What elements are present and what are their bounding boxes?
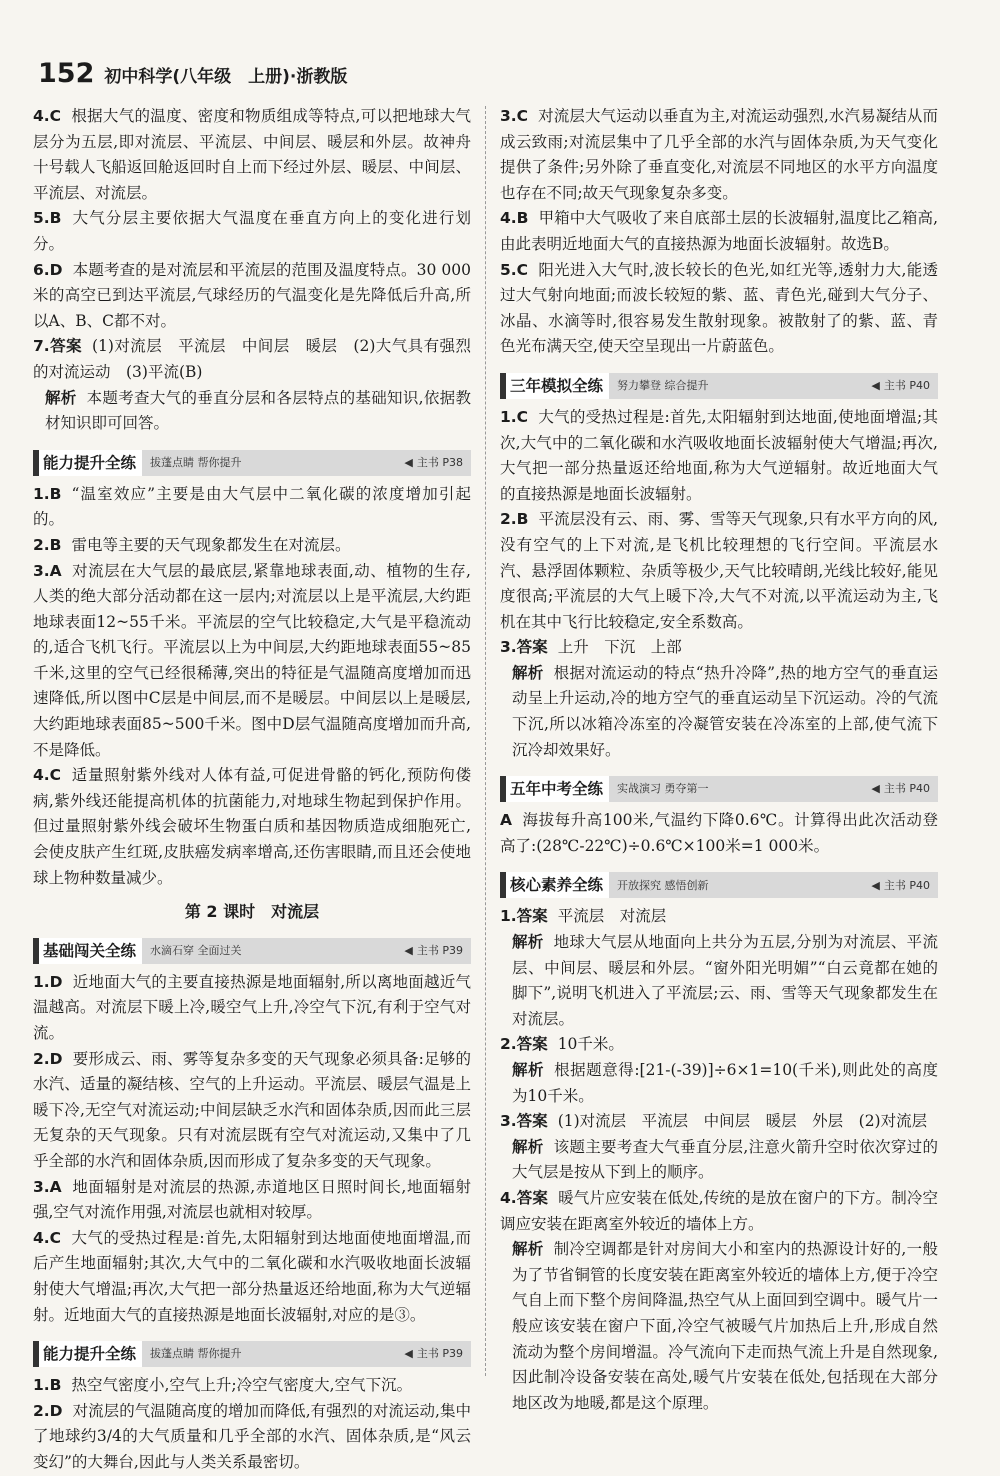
answer-number: 6.D	[33, 260, 63, 279]
answer-item	[33, 1175, 471, 1226]
pointer-icon: ◀	[871, 878, 880, 892]
pointer-icon: ◀	[404, 455, 413, 469]
answer-item	[33, 1047, 471, 1175]
answer-number: 4.答案	[500, 1188, 549, 1207]
section-bar-ability-2	[33, 1341, 471, 1367]
answer-text: 地球大气层从地面向上共分为五层,分别为对流层、平流层、中间层、暖层和外层。“窗外阳光明媚”“白云竟都在她的脚下”,说明飞机进入了平流层;云、雨、雪等天气现象都发生在对流层。	[512, 933, 938, 1028]
answer-item	[33, 1226, 471, 1328]
answer-item	[33, 482, 471, 533]
section-subtitle: 拔蓬点睛 帮你提升	[150, 1347, 242, 1361]
answer-number: 解析	[512, 663, 544, 682]
section-bar-core	[500, 872, 938, 898]
answer-text: 海拔每升高100米,气温约下降0.6℃。计算得出此次活动登高了:(28℃-22℃)÷0.6℃×100米=1 000米。	[500, 811, 938, 855]
answer-item	[33, 258, 471, 335]
answer-item	[500, 1058, 938, 1109]
answer-text: “温室效应”主要是由大气层中二氧化碳的浓度增加引起的。	[33, 484, 471, 529]
answer-number: 1.B	[33, 484, 62, 503]
pointer-icon: ◀	[871, 782, 880, 796]
answer-item	[33, 970, 471, 1047]
book-title: 初中科学(八年级 上册)·浙教版	[104, 67, 348, 87]
answer-number: 解析	[512, 1137, 544, 1156]
section-bar-basic	[33, 938, 471, 964]
answer-text: 10千米。	[557, 1035, 624, 1054]
section4-items	[500, 405, 938, 763]
answer-number: 3.答案	[500, 638, 548, 657]
answer-number: 3.答案	[500, 1112, 548, 1131]
answer-number: 2.D	[33, 1401, 63, 1420]
answer-number: 4.B	[500, 209, 529, 228]
answer-number: 2.D	[33, 1049, 63, 1068]
answer-item	[33, 533, 471, 559]
column-divider	[485, 106, 486, 1376]
answer-text: 热空气密度小,空气上升;冷空气密度大,空气下沉。	[71, 1376, 413, 1395]
answer-number: 3.A	[33, 1177, 62, 1196]
answer-item	[500, 1109, 938, 1135]
section3-items	[33, 1373, 471, 1475]
answer-item	[33, 104, 471, 206]
answer-text: 适量照射紫外线对人体有益,可促进骨骼的钙化,预防佝偻病,紫外线还能提高机体的抗菌能力,对地球生物起到保护作用。但过量照射紫外线会破坏生物蛋白质和基因物质造成细胞死亡,会使皮肤产生红斑,皮肤癌发病率增高,还伤害眼睛,而且还会使地球上物种数量减少。	[33, 766, 471, 887]
section6-items	[500, 904, 938, 1416]
section2-items	[33, 970, 471, 1328]
answer-text: 本题考查大气的垂直分层和各层特点的基础知识,依据教材知识即可回答。	[45, 388, 471, 433]
answer-text: 暖气片应安装在低处,传统的是放在窗户的下方。制冷空调应安装在距离室外较近的墙体上方。	[500, 1188, 938, 1233]
right-top-items	[500, 104, 938, 360]
pointer-icon: ◀	[404, 1347, 413, 1361]
answer-text: 近地面大气的主要直接热源是地面辐射,所以离地面越近气温越高。对流层下暖上冷,暖空气上升,冷空气下沉,有利于空气对流。	[33, 972, 471, 1042]
answer-text: 甲箱中大气吸收了来自底部土层的长波辐射,温度比乙箱高,由此表明近地面大气的直接热源为地面长波辐射。故选B。	[500, 209, 938, 253]
answer-number: 1.C	[500, 407, 529, 426]
answer-item	[500, 206, 938, 257]
answer-number: 4.C	[33, 107, 62, 125]
answer-text: 大气的受热过程是:首先,太阳辐射到达地面使地面增温,而后产生地面辐射;其次,大气中的二氧化碳和水汽吸收地面长波辐射使大气增温;再次,大气把一部分热量返还给地面,称为大气逆辐射。近地面大气的直接热源是地面长波辐射,对应的是③。	[33, 1228, 471, 1324]
section-ref: ◀ 主书 P38	[404, 455, 463, 469]
answer-item	[500, 405, 938, 507]
answer-item	[500, 635, 938, 661]
page-header	[38, 58, 347, 98]
answer-number: 2.B	[33, 535, 62, 554]
answer-text: 对流层在大气层的最底层,紧靠地球表面,动、植物的生存,人类的绝大部分活动都在这一层内;对流层以上是平流层,大约距地球表面12~55千米。平流层的空气比较稳定,大气是平稳流动的,适合飞机飞行。平流层以上为中间层,大约距地球表面55~85千米,这里的空气已经很稀薄,突出的特征是气温随高度增加而迅速降低,所以图中C层是中间层,而不是暖层。中间层以上是暖层,大约距地球表面85~500千米。图中D层气温随高度增加而升高,不是降低。	[33, 561, 471, 759]
section5-items	[500, 808, 938, 859]
answer-text: 本题考查的是对流层和平流层的范围及温度特点。30 000米的高空已到达平流层,气球经历的气温变化是先降低后升高,所以A、B、C都不对。	[33, 260, 471, 330]
answer-text: 制冷空调都是针对房间大小和室内的热源设计好的,一般为了节省铜管的长度安装在距离室外较近的墙体上方,便于冷空气自上而下整个房间降温,热空气从上面回到空调中。暖气片一般应该安装在窗户下面,冷空气被暖气片加热后上升,形成自然流动为整个房间增温。冷气流向下走而热气流上升是自然现象,因此制冷设备安装在高处,暖气片安装在低处,包括现在大部分地区改为地暖,都是这个原理。	[512, 1240, 938, 1412]
section-ref: ◀ 主书 P39	[404, 944, 463, 958]
section1-items	[33, 482, 471, 892]
answer-item	[500, 258, 938, 360]
answer-text: 大气的受热过程是:首先,太阳辐射到达地面,使地面增温;其次,大气中的二氧化碳和水汽吸收地面长波辐射使大气增温;再次,大气把一部分热量返还给地面,称为大气逆辐射。故近地面大气的直接热源是地面长波辐射。	[500, 407, 938, 503]
section-ref: ◀ 主书 P39	[404, 1347, 463, 1361]
section-title: 能力提升全练	[33, 450, 142, 476]
answer-text: 平流层没有云、雨、雾、雪等天气现象,只有水平方向的风,没有空气的上下对流,是飞机比较理想的飞行空间。平流层水汽、悬浮固体颗粒、杂质等极少,天气比较晴朗,光线比较好,能见度很高;平流层的大气上暖下冷,大气不对流,以平流运动为主,飞机在其中飞行比较稳定,安全系数高。	[500, 510, 938, 631]
answer-item	[33, 206, 471, 257]
answer-number: 解析	[512, 933, 544, 952]
answer-item	[33, 763, 471, 891]
section-bar-three-year	[500, 373, 938, 399]
answer-text: 对流层的气温随高度的增加而降低,有强烈的对流运动,集中了地球约3/4的大气质量和几乎全部的水汽、固体杂质,是“风云变幻”的大舞台,因此与人类关系最密切。	[33, 1401, 471, 1471]
answer-number: 5.B	[33, 209, 62, 228]
answer-text: 地面辐射是对流层的热源,赤道地区日照时间长,地面辐射强,空气对流作用强,对流层也就相对较厚。	[33, 1177, 471, 1222]
answer-number: 5.C	[500, 260, 529, 279]
answer-text: 上升 下沉 上部	[557, 638, 682, 657]
section-subtitle: 努力攀登 综合提升	[617, 379, 709, 393]
section-title: 三年模拟全练	[500, 373, 609, 399]
answer-number: 4.C	[33, 1228, 62, 1247]
answer-item	[500, 507, 938, 635]
answer-text: 雷电等主要的天气现象都发生在对流层。	[71, 535, 351, 554]
answer-number: A	[500, 811, 512, 830]
section-title: 基础闯关全练	[33, 938, 142, 964]
section-bar-ability-1	[33, 450, 471, 476]
answer-item	[500, 1237, 938, 1416]
section-ref: ◀ 主书 P40	[871, 379, 930, 393]
section-subtitle: 拔蓬点睛 帮你提升	[150, 455, 242, 469]
answer-item	[33, 1399, 471, 1476]
section-bar-five-year	[500, 776, 938, 802]
answer-text: 平流层 对流层	[557, 907, 667, 926]
answer-number: 解析	[512, 1240, 544, 1259]
answer-item	[500, 808, 938, 859]
answer-item	[500, 904, 938, 930]
answer-item	[500, 661, 938, 763]
section-title: 能力提升全练	[33, 1341, 142, 1367]
answer-text: 大气分层主要依据大气温度在垂直方向上的变化进行划分。	[33, 209, 471, 253]
answer-item	[500, 104, 938, 206]
section-title: 五年中考全练	[500, 776, 609, 802]
right-column	[500, 104, 938, 1416]
answer-number: 2.答案	[500, 1035, 548, 1054]
section-ref: ◀ 主书 P40	[871, 878, 930, 892]
answer-number: 2.B	[500, 510, 529, 529]
answer-text: 要形成云、雨、雾等复杂多变的天气现象必须具备:足够的水汽、适量的凝结核、空气的上升运动。平流层、暖层气温是上暖下冷,无空气对流运动;中间层缺乏水汽和固体杂质,因而此三层无复杂的天气现象。只有对流层既有空气对流运动,又集中了几乎全部的水汽和固体杂质,因而形成了复杂多变的天气现象。	[33, 1049, 471, 1170]
answer-item	[500, 1032, 938, 1058]
answer-item	[33, 334, 471, 385]
answer-number: 3.C	[500, 107, 529, 125]
answer-item	[33, 559, 471, 764]
answer-number: 7.答案	[33, 337, 82, 356]
answer-text: 对流层大气运动以垂直为主,对流运动强烈,水汽易凝结从而成云致雨;对流层集中了几乎全部的水汽与固体杂质,为天气变化提供了条件;另外除了垂直变化,对流层不同地区的水平方向温度也存在不同;故天气现象复杂多变。	[500, 107, 938, 202]
answer-item	[500, 930, 938, 1032]
answer-text: 该题主要考查大气垂直分层,注意火箭升空时依次穿过的大气层是按从下到上的顺序。	[512, 1137, 938, 1182]
answer-text: 根据对流运动的特点“热升冷降”,热的地方空气的垂直运动呈上升运动,冷的地方空气的垂直运动呈下沉运动。冷的气流下沉,所以冰箱冷冻室的冷凝管安装在冷冻室的上部,使气流下沉冷却效果好。	[512, 663, 938, 759]
page-number: 152	[38, 58, 95, 89]
answer-text: 根据大气的温度、密度和物质组成等特点,可以把地球大气层分为五层,即对流层、平流层、中间层、暖层和外层。故神舟十号载人飞船返回舱返回时自上而下经过外层、暖层、中间层、平流层、对流层。	[33, 107, 471, 202]
left-top-items	[33, 104, 471, 437]
answer-text: (1)对流层 平流层 中间层 暖层 (2)大气具有强烈的对流运动 (3)平流(B)	[33, 337, 471, 381]
answer-number: 4.C	[33, 766, 62, 785]
answer-text: (1)对流层 平流层 中间层 暖层 外层 (2)对流层	[557, 1112, 928, 1131]
answer-number: 1.答案	[500, 907, 548, 926]
section-subtitle: 水滴石穿 全面过关	[150, 944, 242, 958]
lesson-title: 第 2 课时 对流层	[184, 902, 320, 922]
left-column	[33, 104, 471, 1476]
answer-text: 根据题意得:[21-(-39)]÷6×1=10(千米),则此处的高度为10千米。	[512, 1061, 938, 1105]
answer-item	[33, 1373, 471, 1399]
section-title: 核心素养全练	[500, 872, 609, 898]
answer-number: 解析	[45, 388, 77, 407]
answer-number: 3.A	[33, 561, 62, 580]
answer-number: 1.B	[33, 1376, 62, 1395]
answer-number: 解析	[512, 1061, 545, 1079]
answer-number: 1.D	[33, 972, 63, 991]
section-subtitle: 实战演习 勇夺第一	[617, 782, 709, 796]
pointer-icon: ◀	[404, 944, 413, 958]
section-ref: ◀ 主书 P40	[871, 782, 930, 796]
answer-item	[500, 1135, 938, 1186]
pointer-icon: ◀	[871, 379, 880, 393]
answer-item	[33, 386, 471, 437]
answer-text: 阳光进入大气时,波长较长的色光,如红光等,透射力大,能透过大气射向地面;而波长较短的紫、蓝、青色光,碰到大气分子、冰晶、水滴等时,很容易发生散射现象。被散射了的紫、蓝、青色光布满天空,使天空呈现出一片蔚蓝色。	[500, 260, 938, 356]
section-subtitle: 开放探究 感悟创新	[617, 878, 709, 892]
answer-item	[500, 1186, 938, 1237]
